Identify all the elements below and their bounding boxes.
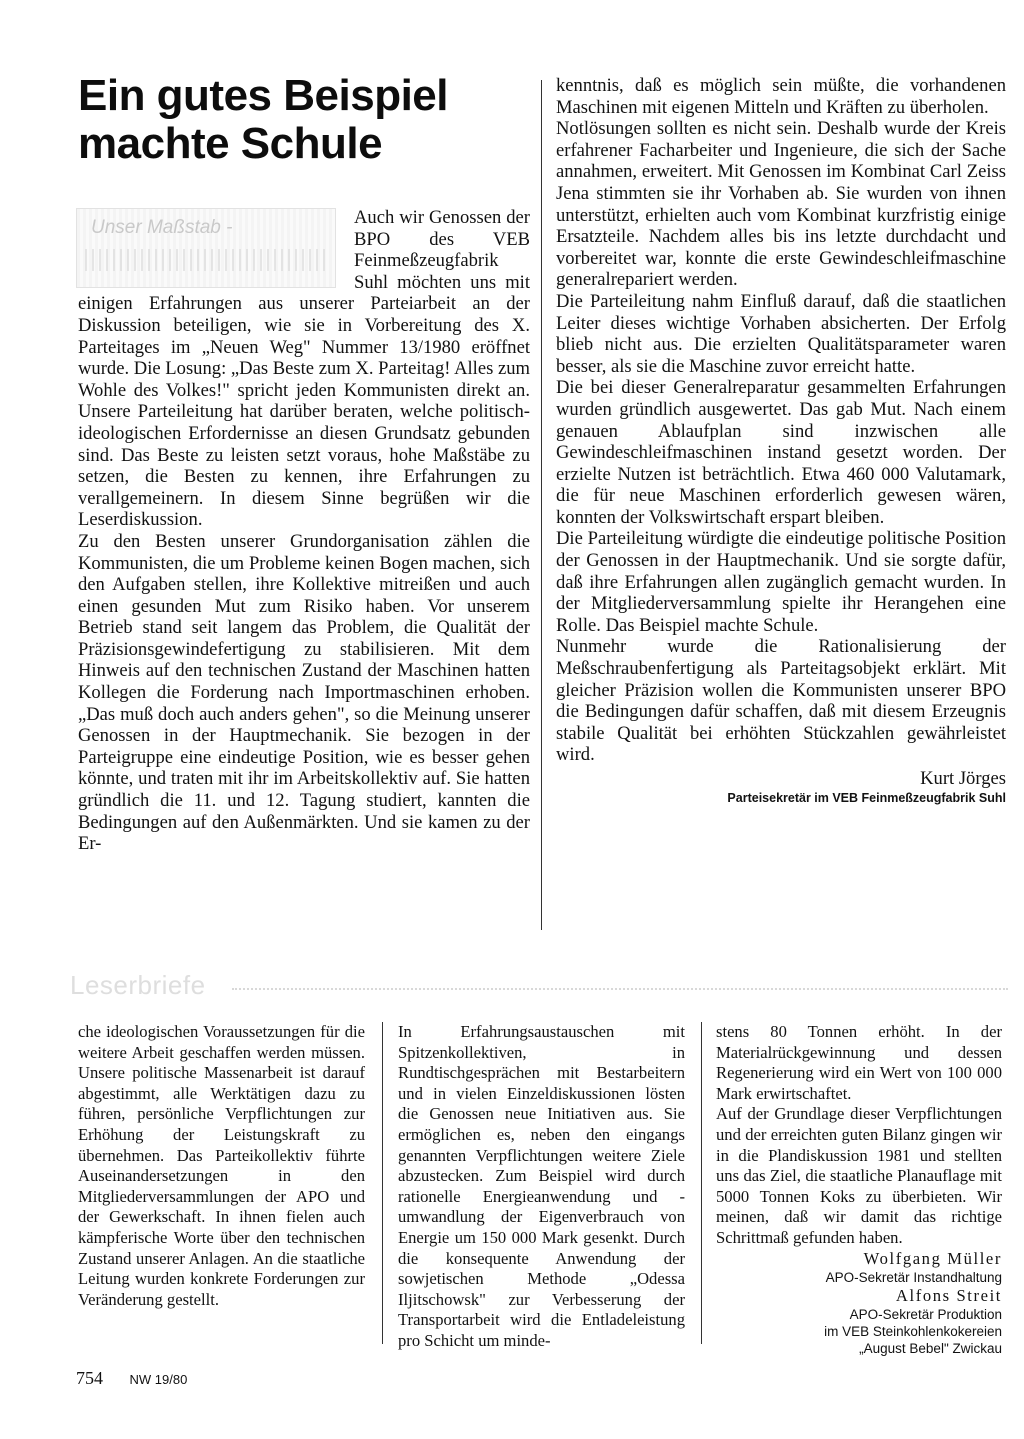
column-rule	[701, 1022, 702, 1344]
article-column-right	[556, 75, 1006, 806]
signer-role: APO-Sekretär Instandhaltung	[825, 1269, 1002, 1285]
issue-label: NW 19/80	[129, 1372, 188, 1387]
column-rule	[541, 80, 542, 930]
stamp-float-spacer	[78, 207, 354, 293]
rubric-stamp-label: Unser Maßstab -	[91, 217, 233, 238]
article-paragraph: Notlösungen sollten es nicht sein. Deshalb wurde der Kreis erfahrener Facharbeiter und Ingenieure, die sich der Sache annahmen, erweitert. Mit Genossen im Kombinat Carl Zeiss Jena stimmten sie ihr Vorhaben ab. Sie wurden von ihnen unterstützt, erhielten auch vom Kombinat kurzfristig einige Ersatzteile. Nachdem alles bis ins letzte durchdacht und vorbereitet war, konnte die erste Gewindeschleifmaschine generalrepariert werden.	[556, 118, 1006, 291]
letters-column-2	[398, 1022, 685, 1352]
signer-name: Wolfgang Müller	[863, 1248, 1002, 1268]
letters-column-1	[78, 1022, 365, 1310]
article-paragraph: Nunmehr wurde die Rationalisierung der Meßschraubenfertigung als Parteitagsobjekt erklärt. Mit gleicher Präzision wollen die Kommunisten unserer BPO die Bedingungen dafür schaffen, daß mit diesem Erzeugnis stabile Qualität bei erhöhten Stückzahlen gewährleistet wird.	[556, 636, 1006, 766]
section-heading-leserbriefe: Leserbriefe	[70, 970, 206, 1000]
article-paragraph: Die bei dieser Generalreparatur gesammelten Erfahrungen wurden gründlich ausgewertet. Das gab Mut. Nach einem genauen Ablaufplan sind inzwischen alle Gewindeschleifmaschinen instand gesetzt worden. Der erzielte Nutzen ist beträchtlich. Etwa 460 000 Valutamark, die für neue Maschinen erforderlich gewesen wären, konnten der Volkswirtschaft erspart bleiben.	[556, 377, 1006, 528]
letter-paragraph: In Erfahrungsaustauschen mit Spitzenkollektiven, in Rundtischgesprächen mit Bestarbeitern und in vielen Einzeldiskussionen lösten die Genossen neue Initiativen aus. Sie ermöglichen es, neben den eingangs genannten Verpflichtungen weitere Ziele abzustecken. Zum Beispiel wird durch rationelle Energieanwendung und -umwandlung der Eigenverbrauch von Energie um 150 000 Mark gesenkt. Durch die konsequente Anwendung der sowjetischen Methode „Odessa Iljitschowsk" zur Verbesserung der Transportarbeit wird die Entladeleistung pro Schicht um minde-	[398, 1022, 685, 1350]
title-line-2: machte Schule	[78, 119, 383, 168]
letter-paragraph: stens 80 Tonnen erhöht. In der Materialrückgewinnung und dessen Regenerierung wird ein Wert von 100 000 Mark erwirtschaftet.	[716, 1022, 1002, 1103]
signer-role: APO-Sekretär Produktion	[849, 1306, 1002, 1322]
letter-paragraph: che ideologischen Voraussetzungen für die weitere Arbeit geschaffen werden müssen. Unsere politische Massenarbeit ist darauf abgestimmt, alle Werktätigen dazu zu führen, persönliche Verpflichtungen zur Erhöhung der Leistungskraft zu übernehmen. Das Parteikollektiv führte Auseinandersetzungen in den Mitgliederversammlungen der APO und der Gewerkschaft. In ihnen fielen auch kämpferische Worte über den technischen Zustand unserer Anlagen. An die staatliche Leitung wurden konkrete Forderungen zur Veränderung gestellt.	[78, 1022, 365, 1309]
signer-name: Alfons Streit	[895, 1285, 1002, 1305]
article-paragraph: Die Parteileitung nahm Einfluß darauf, daß die staatlichen Leiter dieses wichtige Vorhaben absicherten. Der Erfolg blieb nicht aus. Die erzielten Qualitätsparameter waren besser, als sie die Maschine zuvor erreicht hatte.	[556, 290, 1006, 377]
page-number: 754	[76, 1368, 103, 1388]
article-paragraph: Die Parteileitung würdigte die eindeutige politische Position der Genossen in der Hauptmechanik. Und sie sorgte dafür, daß ihre Erfahrungen allen zugänglich gemacht wurden. In der Mitgliederversammlung spielte ihr Herangehen eine Rolle. Das Beispiel machte Schule.	[556, 528, 1006, 636]
author-name: Kurt Jörges	[920, 768, 1006, 789]
section-divider	[232, 988, 1008, 990]
letter-paragraph: Auf der Grundlage dieser Verpflichtungen und der erreichten guten Bilanz gingen wir in die Plandiskussion 1981 und stellten uns das Ziel, die staatliche Planauflage mit 5000 Tonnen Koks zu überbieten. Wir meinen, daß wir damit das richtige Schrittmaß gefunden haben.	[716, 1104, 1002, 1247]
signer-role: „August Bebel" Zwickau	[859, 1340, 1002, 1356]
article-paragraph: Auch wir Genossen der BPO des VEB Feinmeßzeugfabrik Suhl möchten uns mit einigen Erfahrungen aus unserer Parteiarbeit an der Diskussion beteiligen, wie sie in Vorbereitung des X. Parteitages im „Neuen Weg" Nummer 13/1980 eröffnet wurde. Die Losung: „Das Beste zum X. Parteitag! Alles zum Wohle des Volkes!" spricht jeden Kommunisten direkt an. Unsere Parteileitung hat darüber beraten, welche politisch-ideologischen Erfordernisse an diesen Grundsatz gebunden sind. Das Beste zu leisten setzt voraus, hohe Maßstäbe zu setzen, die Besten zu kennen, ihre Erfahrungen zu verallgemeinern. In diesem Sinne begrüßen wir die Leserdiskussion.	[78, 207, 530, 531]
article-column-left	[78, 207, 530, 855]
signer-role: im VEB Steinkohlenkokereien	[824, 1323, 1002, 1339]
page-footer	[76, 1368, 187, 1389]
letters-column-3	[716, 1022, 1002, 1357]
column-rule	[382, 1022, 383, 1344]
article-title	[78, 72, 538, 168]
article-paragraph: kenntnis, daß es möglich sein müßte, die vorhandenen Maschinen mit eigenen Mitteln und Kräften zu überholen.	[556, 75, 1006, 118]
article-paragraph: Zu den Besten unserer Grundorganisation zählen die Kommunisten, die um Probleme keinen Bogen machen, sich den Aufgaben stellen, ihre Kollektive mitreißen und auch einen gesunden Mut zum Risiko haben. Vor unserem Betrieb stand seit langem das Problem, die Qualität der Präzisionsgewindefertigung zu stabilisieren. Mit dem Hinweis auf den technischen Zustand der Maschinen hatten Kollegen die Forderung nach Importmaschinen erhoben. „Das muß doch auch anders gehen", so die Meinung unserer Genossen in der Hauptmechanik. Sie bezogen in der Parteigruppe eine eindeutige Position, wie es besser gehen könnte, und traten mit ihr im Arbeitskollektiv auf. Sie hatten gründlich die 11. und 12. Tagung studiert, kannten die Bedingungen auf den Außenmärkten. Und sie kamen zu der Er-	[78, 530, 530, 855]
title-line-1: Ein gutes Beispiel	[78, 71, 448, 120]
author-role: Parteisekretär im VEB Feinmeßzeugfabrik Suhl	[727, 791, 1006, 805]
